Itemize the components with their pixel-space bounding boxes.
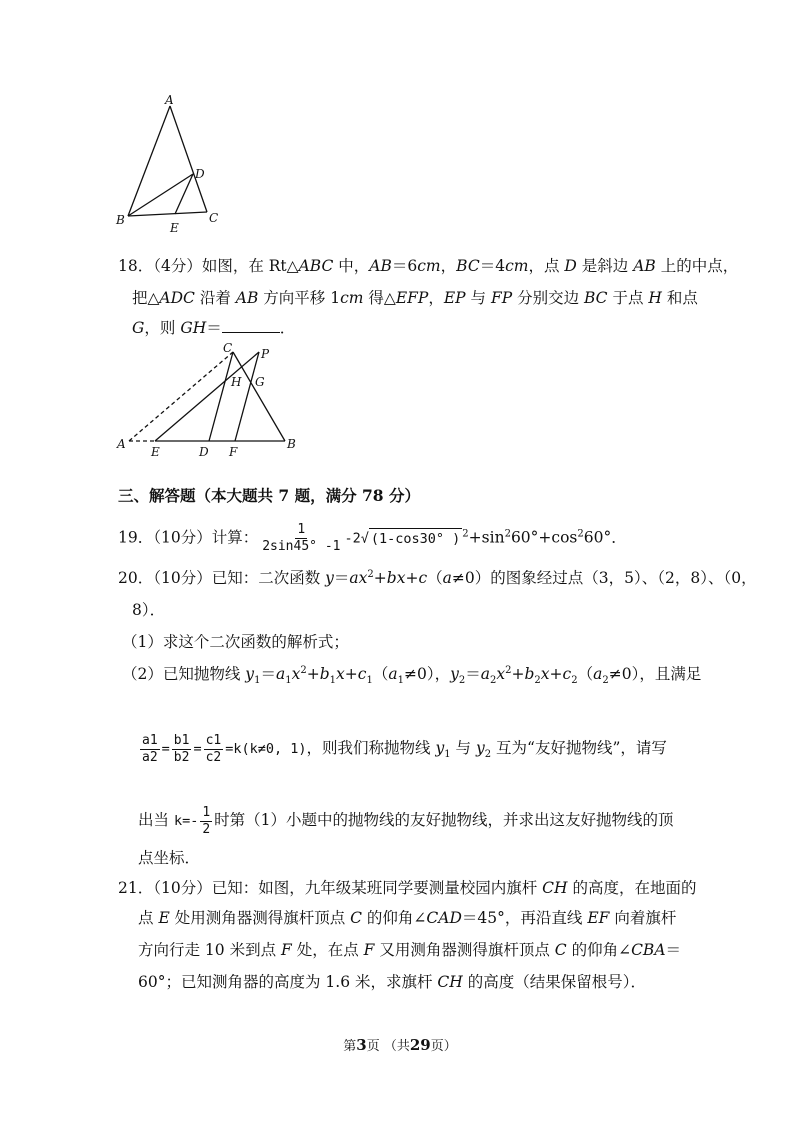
label-A: A bbox=[165, 93, 174, 107]
q21-line4: 60°；已知测角器的高度为 1.6 米，求旗杆 CH 的高度（结果保留根号）． bbox=[138, 973, 646, 991]
triangle-figure-18 bbox=[115, 342, 315, 460]
q21-line1: 21．（10分）已知：如图，九年级某班同学要测量校园内旗杆 CH 的高度，在地面的 bbox=[118, 879, 697, 897]
q18-line2: 把△ADC 沿着 AB 方向平移 1cm 得△EFP，EP 与 FP 分别交边 BC 于点 H 和点 bbox=[132, 289, 698, 307]
q18-line3: G，则 GH＝ ． bbox=[132, 319, 296, 337]
label-F: F bbox=[229, 445, 238, 459]
q20-ratio-line: $\frac{a1}{a2}$ = $\frac{b1}{b2}$ = $\frac{c1}{c2}$ =k(k≠0, 1)，则我们称抛物线 $y_1$ 与 $y_2$ 互为“友好抛物线”，请写 bbox=[142, 732, 667, 765]
label-B: B bbox=[116, 213, 125, 227]
label-G: G bbox=[255, 375, 265, 389]
page-total: 29 bbox=[409, 1036, 431, 1054]
label-A: A bbox=[117, 437, 126, 451]
q21-line2: 点 E 处用测角器测得旗杆顶点 C 的仰角∠CAD＝45°，再沿直线 EF 向着旗杆 bbox=[138, 909, 677, 927]
page-number: 3 bbox=[356, 1036, 367, 1054]
triangle-figure-17 bbox=[110, 92, 230, 237]
section-title: 三、解答题（本大题共 7 题，满分 78 分） bbox=[118, 486, 420, 505]
label-C: C bbox=[223, 342, 233, 355]
q21-line3: 方向行走 10 米到点 F 处，在点 F 又用测角器测得旗杆顶点 C 的仰角∠CBA＝ bbox=[138, 941, 682, 959]
q20-line1: 20．（10分）已知：二次函数 $y=ax^2+bx+c(a\ne 0)$的图象经过点（3，5）、（2，8）、（0， bbox=[118, 568, 757, 587]
q19-line: 19．（10分）计算： $\frac{1}{2\sin 45^\circ -1}$ -2√ (1-cos30° ) $^2+\sin^260^\circ+\cos^260^\circ$． bbox=[118, 522, 627, 554]
label-C: C bbox=[209, 211, 219, 225]
label-E: E bbox=[170, 221, 179, 235]
q18-line1: 18．（4分）如图，在 Rt△ABC 中，AB＝6cm，BC＝4cm，点 D 是斜边 AB 上的中点， bbox=[118, 257, 739, 275]
page-footer: 第3页 （共29页） bbox=[343, 1036, 457, 1054]
q20-part2: （2）已知抛物线 $y_1=a_1x^2+b_1x+c_1(a_1\ne 0)$，$y_2=a_2x^2+b_2x+c_2(a_2\ne 0)$，且满足 bbox=[122, 664, 702, 687]
label-B: B bbox=[287, 437, 296, 451]
q20-line2: 8）． bbox=[132, 601, 166, 619]
label-D: D bbox=[199, 445, 209, 459]
q20-line5: 出当 k=- $\frac{1}{2}$ 时第（1）小题中的抛物线的友好抛物线，并求出这友好抛物线的顶 bbox=[138, 804, 674, 837]
label-P: P bbox=[261, 347, 270, 361]
q20-line6: 点坐标． bbox=[138, 849, 201, 867]
label-H: H bbox=[231, 375, 242, 389]
q20-part1: （1）求这个二次函数的解析式； bbox=[122, 633, 349, 651]
label-E: E bbox=[151, 445, 160, 459]
label-D: D bbox=[195, 167, 205, 181]
answer-blank bbox=[222, 318, 280, 333]
